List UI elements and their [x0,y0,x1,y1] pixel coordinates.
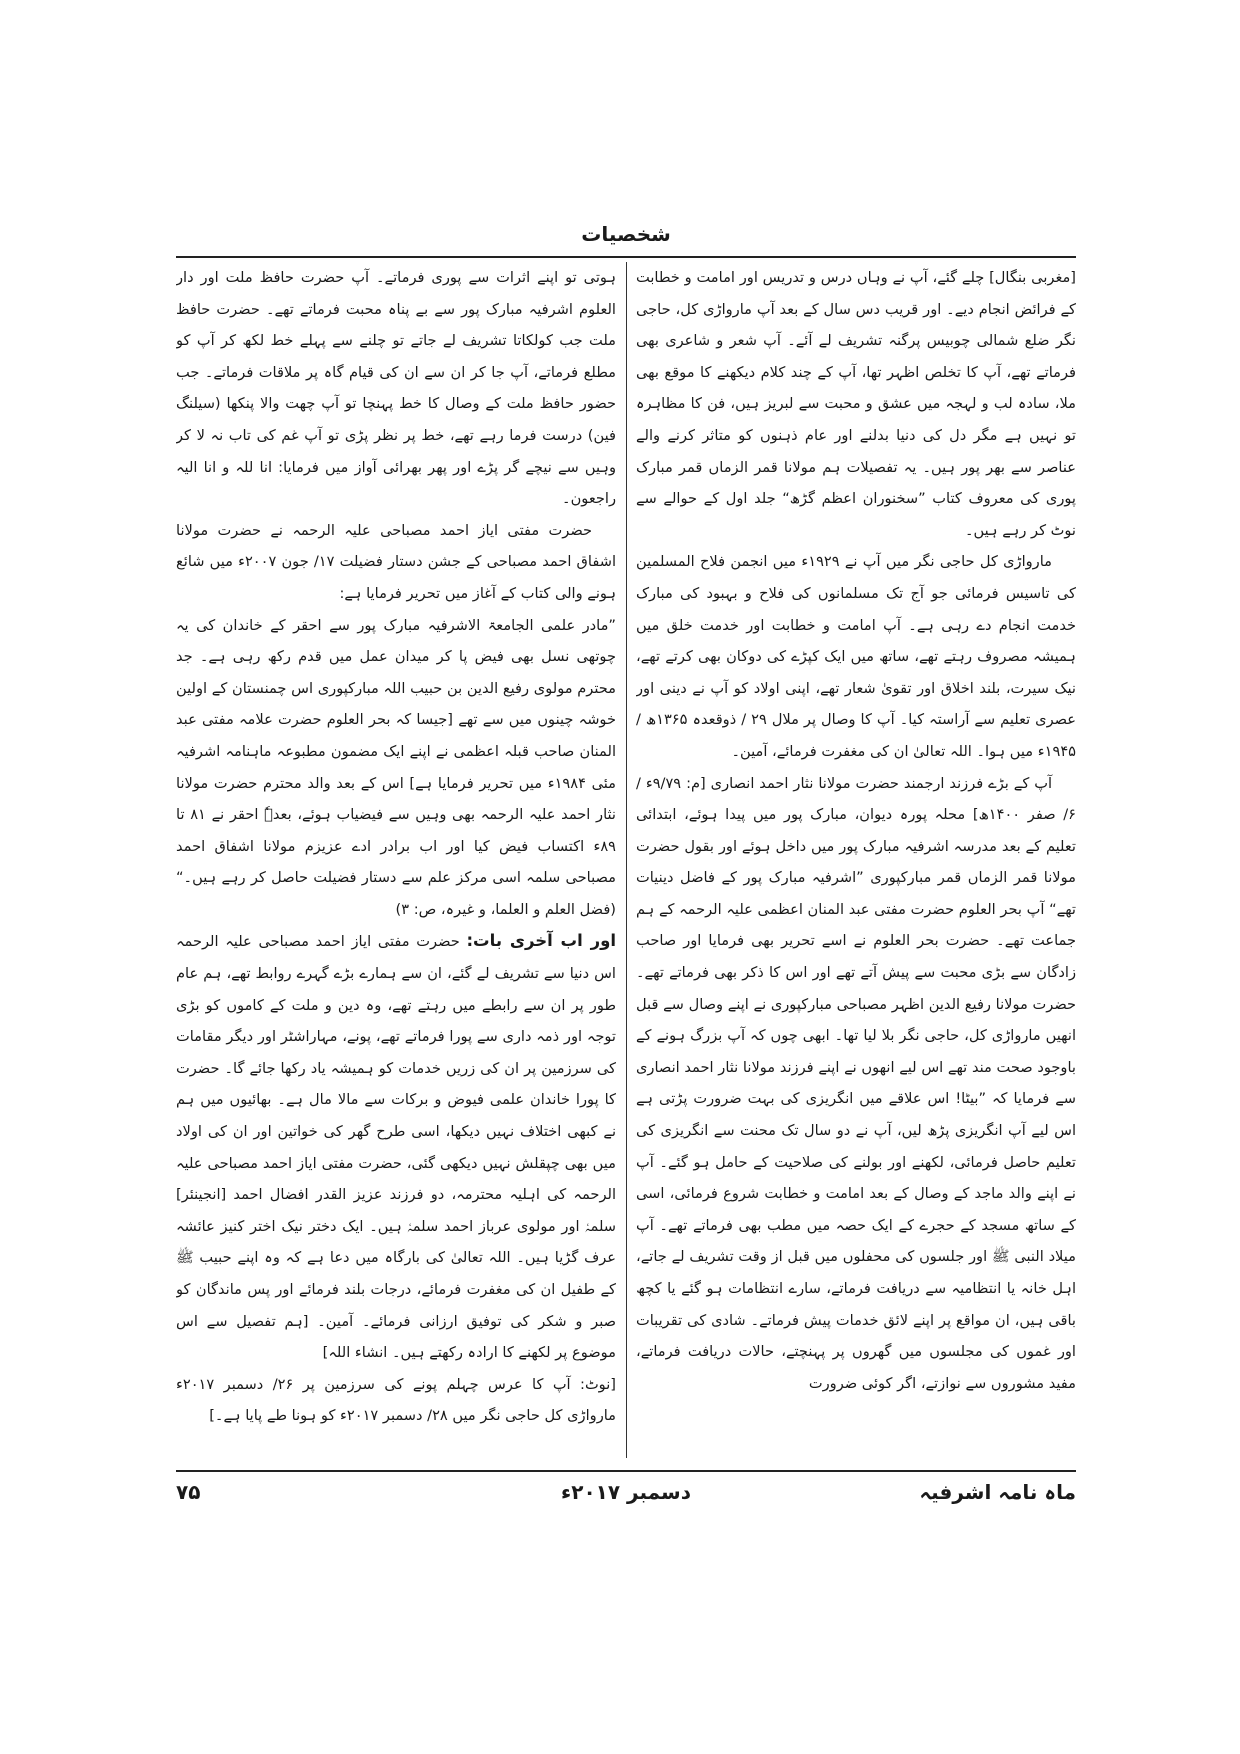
paragraph: آپ کے بڑے فرزند ارجمند حضرت مولانا نثار احمد انصاری [م: ۹/۷۹ء / ۶/ صفر ۱۴۰۰ھ] محلہ پورہ دیوان، مبارک پور میں پیدا ہوئے، ابتدائی تعلیم کے بعد مدرسہ اشرفیہ مبارک پور میں داخل ہوئے اور بقول حضرت مولانا قمر الزماں قمر مبارکپوری ”اشرفیہ مبارک پور کے فاضل دینیات تھے“ آپ بحر العلوم حضرت مفتی عبد المنان اعظمی علیہ الرحمہ کے ہم جماعت تھے۔ حضرت بحر العلوم نے اسے تحریر بھی فرمایا اور صاحب زادگان سے بڑی محبت سے پیش آتے تھے اور اس کا ذکر بھی فرماتے تھے۔ حضرت مولانا رفیع الدین اظہر مصباحی مبارکپوری نے اپنے وصال سے قبل انھیں مارواڑی کل، حاجی نگر بلا لیا تھا۔ ابھی چوں کہ آپ بزرگ ہونے کے باوجود صحت مند تھے اس لیے انھوں نے اپنے فرزند مولانا نثار احمد انصاری سے فرمایا کہ ”بیٹا! اس علاقے میں انگریزی کی بہت ضرورت پڑتی ہے اس لیے آپ انگریزی پڑھ لیں، آپ نے دو سال تک محنت سے انگریزی کی تعلیم حاصل فرمائی، لکھنے اور بولنے کی صلاحیت کے حامل ہو گئے۔ آپ نے اپنے والد ماجد کے وصال کے بعد امامت و خطابت شروع فرمائی، اسی کے ساتھ مسجد کے حجرے کے ایک حصہ میں مطب بھی فرماتے تھے۔ آپ میلاد النبی ﷺ اور جلسوں کی محفلوں میں قبل از وقت تشریف لے جاتے، اہل خانہ یا انتظامیہ سے دریافت فرماتے، سارے انتظامات ہو گئے یا کچھ باقی ہیں، ان مواقع پر اپنے لائق خدمات پیش فرماتے۔ شادی کی تقریبات اور غموں کی مجلسوں میں گھروں پر پہنچتے، حالات دریافت فرماتے، مفید مشوروں سے نوازتے، اگر کوئی ضرورت [636,774,1076,1392]
quoted-paragraph: ”مادر علمی الجامعۃ الاشرفیہ مبارک پور سے احقر کے خاندان کی یہ چوتھی نسل بھی فیض پا کر میدان عمل میں قدم رکھ رہی ہے۔ جد محترم مولوی رفیع الدین بن حبیب اللہ مبارکپوری اس چمنستان کے اولین خوشہ چینوں میں سے تھے [جیسا کہ بحر العلوم حضرت علامہ مفتی عبد المنان صاحب قبلہ اعظمی نے اپنے ایک مضمون مطبوعہ ماہنامہ اشرفیہ مئی ۱۹۸۴ء میں تحریر فرمایا ہے] اس کے بعد والد محترم حضرت مولانا نثار احمد علیہ الرحمہ بھی وہیں سے فیضیاب ہوئے، بعدہٗ احقر نے ۸۱ تا ۸۹ء اکتساب فیض کیا اور اب برادر ادے عزیزم مولانا اشفاق احمد مصباحی سلمہ اسی مرکز علم سے دستار فضیلت حاصل کر رہے ہیں۔“ (فضل العلم و العلما، و غیرہ، ص: ۳) [176,616,616,918]
left-column [176,262,616,1460]
header-rule [176,256,1076,258]
page-number: ۷۵ [176,1480,201,1504]
magazine-name: ماہ نامہ اشرفیہ [919,1480,1076,1504]
right-column [636,262,1076,1460]
paragraph: [مغربی بنگال] چلے گئے، آپ نے وہاں درس و تدریس اور امامت و خطابت کے فرائض انجام دیے۔ اور قریب دس سال کے بعد آپ مارواڑی کل، حاجی نگر ضلع شمالی چوبیس پرگنہ تشریف لے آئے۔ آپ شعر و شاعری بھی فرماتے تھے، آپ کا تخلص اظہر تھا، آپ کے چند کلام دیکھنے کا موقع بھی ملا، سادہ لب و لہجہ میں عشق و محبت سے لبریز ہیں، فن کا مظاہرہ تو نہیں ہے مگر دل کی دنیا بدلنے اور عام ذہنوں کو متاثر کرنے والے عناصر سے بھر پور ہیں۔ یہ تفصیلات ہم مولانا قمر الزماں قمر مبارک پوری کی معروف کتاب ”سخنوران اعظم گڑھ“ جلد اول کے حوالے سے نوٹ کر رہے ہیں۔ [636,269,1076,539]
column-divider [626,262,627,1458]
paragraph: ہوتی تو اپنے اثرات سے پوری فرماتے۔ آپ حضرت حافظ ملت اور دار العلوم اشرفیہ مبارک پور سے بے پناہ محبت فرماتے تھے۔ حضرت حافظ ملت جب کولکاتا تشریف لے جاتے تو چلنے سے پہلے خط لکھ کر آپ کو مطلع فرماتے، آپ جا کر ان سے ان کی قیام گاہ پر ملاقات فرماتے۔ جب حضور حافظ ملت کے وصال کا خط پہنچا تو آپ چھت والا پنکھا (سیلنگ فین) درست فرما رہے تھے، خط پر نظر پڑی تو آپ غم کی تاب نہ لا کر وہیں سے نیچے گر پڑے اور پھر بھرائی آواز میں فرمایا: انا للہ و انا الیہ راجعون۔ [176,269,616,508]
issue-date: دسمبر ۲۰۱۷ء [561,1480,691,1504]
page-footer [176,1480,1076,1516]
section-title: شخصیات [581,222,671,246]
paragraph-text: حضرت مفتی ایاز احمد مصباحی علیہ الرحمہ اس دنیا سے تشریف لے گئے، ان سے ہمارے بڑے گہرے روابط تھے، ہم عام طور پر ان سے رابطے میں رہتے تھے، وہ دین و ملت کے کاموں کو بڑی توجہ اور ذمہ داری سے پورا فرماتے تھے، پونے، مہاراشٹر اور دیگر مقامات کی سرزمین پر ان کی زریں خدمات کو ہمیشہ یاد رکھا جائے گا۔ حضرت کا پورا خاندان علمی فیوض و برکات سے مالا مال ہے۔ بھائیوں میں ہم نے کبھی اختلاف نہیں دیکھا، اسی طرح گھر کی خواتین اور ان کی اولاد میں بھی چپقلش نہیں دیکھی گئی، حضرت مفتی ایاز احمد مصباحی علیہ الرحمہ کی اہلیہ محترمہ، دو فرزند عزیز القدر افضال احمد [انجینئر] سلمہٗ اور مولوی عرباز احمد سلمہٗ ہیں۔ ایک دختر نیک اختر کنیز عائشہ عرف گڑیا ہیں۔ اللہ تعالیٰ کی بارگاہ میں دعا ہے کہ وہ اپنے حبیب ﷺ کے طفیل ان کی مغفرت فرمائے، درجات بلند فرمائے اور پس ماندگان کو صبر و شکر کی توفیق ارزانی فرمائے۔ آمین۔ [ہم تفصیل سے اس موضوع پر لکھنے کا ارادہ رکھتے ہیں۔ انشاء اللہ] [176,933,616,1362]
bold-lead-in: اور اب آخری بات: [466,931,616,951]
note-paragraph: [نوٹ: آپ کا عرس چہلم پونے کی سرزمین پر ۲۶/ دسمبر ۲۰۱۷ء مارواڑی کل حاجی نگر میں ۲۸/ دسمبر ۲۰۱۷ء کو ہونا طے پایا ہے۔] [176,1375,616,1425]
page-header [176,222,1076,254]
paragraph [176,925,616,1368]
paragraph: حضرت مفتی ایاز احمد مصباحی علیہ الرحمہ نے حضرت مولانا اشفاق احمد مصباحی کے جشن دستار فضیلت ۱۷/ جون ۲۰۰۷ء میں شائع ہونے والی کتاب کے آغاز میں تحریر فرمایا ہے: [176,521,616,602]
paragraph: مارواڑی کل حاجی نگر میں آپ نے ۱۹۲۹ء میں انجمن فلاح المسلمین کی تاسیس فرمائی جو آج تک مسلمانوں کی فلاح و بہبود کی مبارک خدمت انجام دے رہی ہے۔ آپ امامت و خطابت اور خدمت خلق میں ہمیشہ مصروف رہتے تھے، ساتھ میں ایک کپڑے کی دوکان بھی کرتے تھے، نیک سیرت، بلند اخلاق اور تقویٰ شعار تھے، اپنی اولاد کو آپ نے دینی اور عصری تعلیم سے آراستہ کیا۔ آپ کا وصال پر ملال ۲۹ / ذوقعدہ ۱۳۶۵ھ / ۱۹۴۵ء میں ہوا۔ اللہ تعالیٰ ان کی مغفرت فرمائے، آمین۔ [636,553,1076,760]
footer-rule [176,1470,1076,1472]
